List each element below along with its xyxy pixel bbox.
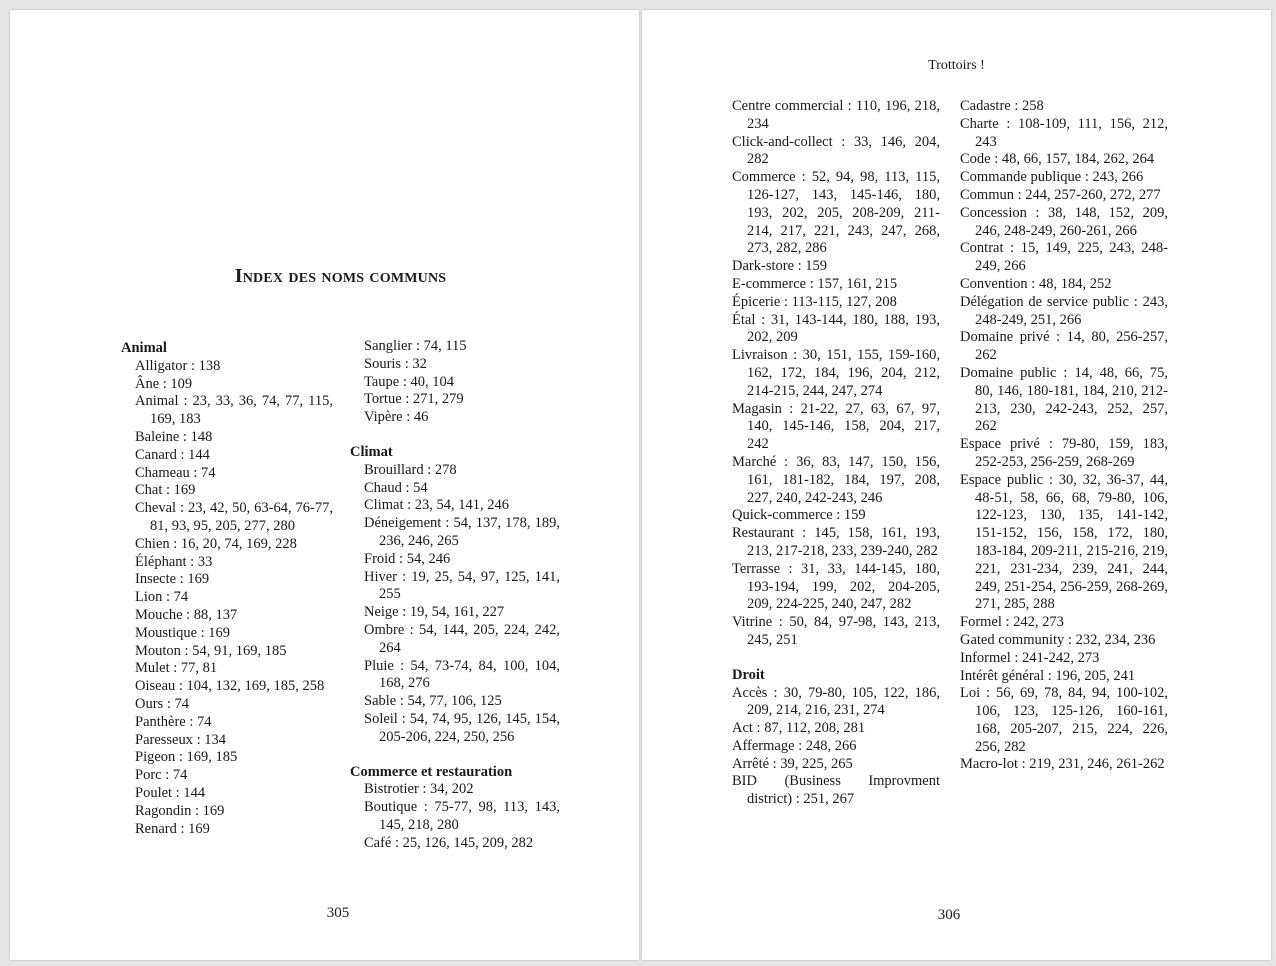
index-entry: Quick-commerce : 159 [732,507,866,524]
index-entry: Terrasse : 31, 33, 144-145, 180, 193-194, 199, 202, 204-205, 209, 224-225, 240, 247, 282 [732,560,940,613]
index-column-right-1 [732,98,940,826]
index-entry: Insecte : 169 [135,571,210,588]
section-heading: Droit [732,666,765,683]
index-entry: E-commerce : 157, 161, 215 [732,275,898,292]
index-entry: Espace public : 30, 32, 36-37, 44, 48-51, 58, 66, 68, 79-80, 106, 122-123, 130, 135, 141-142, 151-152, 156, 158, 172, 180, 183-184, 209-211, 215-216, 219, 221, 231-234, 239, 241, 244, 249, 251-254, 256-259, 268-269, 271, 285, 288 [960,471,1168,613]
index-entry: Mouche : 88, 137 [135,606,238,623]
index-entry: Ragondin : 169 [135,802,225,819]
index-entry: Affermage : 248, 266 [732,737,857,754]
index-entry: Chameau : 74 [135,464,216,481]
index-entry: Act : 87, 112, 208, 281 [732,720,866,737]
index-entry: Convention : 48, 184, 252 [960,275,1112,292]
index-entry: Cadastre : 258 [960,98,1044,114]
index-entry: Domaine privé : 14, 80, 256-257, 262 [960,329,1168,364]
page-number: 305 [326,905,350,921]
index-entry: Éléphant : 33 [135,553,213,570]
index-entry: Charte : 108-109, 111, 156, 212, 243 [960,115,1168,150]
index-entry: Vitrine : 50, 84, 97-98, 143, 213, 245, 251 [732,614,940,648]
index-entry: Arrêté : 39, 225, 265 [732,755,853,772]
index-entry: Sanglier : 74, 115 [364,338,467,354]
index-entry: Ombre : 54, 144, 205, 224, 242, 264 [364,621,560,656]
index-entry: Mouton : 54, 91, 169, 185 [135,642,287,659]
index-entry: Chien : 16, 20, 74, 169, 228 [135,535,297,552]
index-entry: Renard : 169 [135,820,210,837]
index-entry: Déneigement : 54, 137, 178, 189, 236, 246, 265 [364,515,560,549]
index-entry: Poulet : 144 [135,784,206,801]
index-entry: Moustique : 169 [135,624,231,641]
index-entry: Loi : 56, 69, 78, 84, 94, 100-102, 106, 123, 125-126, 160-161, 168, 205-207, 215, 224, 226, 256, 282 [960,685,1168,755]
right-page [642,10,1271,960]
index-entry: Tortue : 271, 279 [364,391,464,408]
index-entry: Climat : 23, 54, 141, 246 [364,497,509,514]
index-entry: Lion : 74 [135,589,189,606]
index-entry: Accès : 30, 79-80, 105, 122, 186, 209, 214, 216, 231, 274 [732,684,940,719]
index-entry: Paresseux : 134 [135,731,227,748]
index-entry: Alligator : 138 [135,357,221,374]
index-entry: Chat : 169 [135,482,196,499]
index-entry: Taupe : 40, 104 [364,373,454,390]
index-entry: Restaurant : 145, 158, 161, 193, 213, 217-218, 233, 239-240, 282 [732,525,940,559]
index-entry: Centre commercial : 110, 196, 218, 234 [732,98,940,132]
index-entry: Baleine : 148 [135,428,213,445]
section-heading: Animal [121,340,167,356]
index-entry: Marché : 36, 83, 147, 150, 156, 161, 181-182, 184, 197, 208, 227, 240, 242-243, 246 [732,453,940,506]
index-entry: Canard : 144 [135,446,210,463]
index-entry: Panthère : 74 [135,713,212,730]
index-entry: Click-and-collect : 33, 146, 204, 282 [732,133,940,168]
index-entry: Dark-store : 159 [732,258,828,275]
index-entry: Chaud : 54 [364,479,428,496]
index-entry: Étal : 31, 143-144, 180, 188, 193, 202, 209 [732,311,940,346]
running-head: Trottoirs ! [928,58,985,73]
index-entry: Espace privé : 79-80, 159, 183, 252-253, 256-259, 268-269 [960,436,1168,470]
index-entry: Macro-lot : 219, 231, 246, 261-262 [960,756,1165,773]
index-entry: BID (Business Improvment district) : 251, 267 [732,773,940,808]
page-title: Index des noms communs [234,265,447,287]
index-entry: Froid : 54, 246 [364,550,451,567]
index-entry: Souris : 32 [364,355,427,372]
index-entry: Café : 25, 126, 145, 209, 282 [364,834,534,851]
left-page [10,10,639,960]
index-entry: Contrat : 15, 149, 225, 243, 248-249, 266 [960,240,1168,275]
index-section [732,667,940,809]
index-entry: Porc : 74 [135,767,188,784]
index-entry: Magasin : 21-22, 27, 63, 67, 97, 140, 145-146, 158, 204, 217, 242 [732,400,940,453]
index-entry: Ours : 74 [135,695,189,712]
index-entry: Délégation de service public : 243, 248-249, 251, 266 [960,293,1168,328]
index-entry: Commerce : 52, 94, 98, 113, 115, 126-127, 143, 145-146, 180, 193, 202, 205, 208-209, 211-214, 217, 221, 243, 247, 268, 273, 282, 286 [732,169,940,257]
index-section [350,444,560,747]
index-entry: Informel : 241-242, 273 [960,649,1100,666]
index-section [350,338,560,427]
index-entry: Gated community : 232, 234, 236 [960,631,1156,648]
index-entry: Commun : 244, 257-260, 272, 277 [960,186,1161,203]
index-entry: Commande publique : 243, 266 [960,169,1144,186]
index-entry: Animal : 23, 33, 36, 74, 77, 115, 169, 183 [135,393,333,428]
index-entry: Livraison : 30, 151, 155, 159-160, 162, 172, 184, 196, 204, 212, 214-215, 244, 247, 274 [732,347,940,399]
index-section [732,98,940,650]
index-entry: Boutique : 75-77, 98, 113, 143, 145, 218, 280 [364,799,560,833]
index-column-right-2 [960,98,1168,791]
section-heading: Commerce et restauration [350,763,513,780]
index-column-left-2 [350,338,560,870]
index-entry: Cheval : 23, 42, 50, 63-64, 76-77, 81, 93, 95, 205, 277, 280 [135,500,333,534]
index-column-left-1 [121,340,333,855]
index-entry: Code : 48, 66, 157, 184, 262, 264 [960,151,1155,168]
index-entry: Soleil : 54, 74, 95, 126, 145, 154, 205-206, 224, 250, 256 [364,710,560,745]
page-number: 306 [937,907,961,923]
index-entry: Vipère : 46 [364,409,429,426]
index-entry: Mulet : 77, 81 [135,660,218,677]
index-section [350,764,560,853]
index-entry: Âne : 109 [135,375,193,392]
index-entry: Formel : 242, 273 [960,614,1064,631]
index-entry: Neige : 19, 54, 161, 227 [364,604,505,621]
index-entry: Brouillard : 278 [364,461,457,478]
index-entry: Hiver : 19, 25, 54, 97, 125, 141, 255 [364,568,560,603]
index-entry: Pluie : 54, 73-74, 84, 100, 104, 168, 276 [364,657,560,692]
index-entry: Domaine public : 14, 48, 66, 75, 80, 146, 180-181, 184, 210, 212-213, 230, 242-243, 252, 257, 262 [960,364,1168,435]
index-section [960,98,1168,774]
index-section [121,340,333,838]
index-entry: Intérêt général : 196, 205, 241 [960,667,1136,684]
index-entry: Épicerie : 113-115, 127, 208 [732,293,897,310]
index-entry: Concession : 38, 148, 152, 209, 246, 248-249, 260-261, 266 [960,204,1168,239]
index-entry: Bistrotier : 34, 202 [364,781,474,798]
index-entry: Pigeon : 169, 185 [135,749,238,766]
index-entry: Oiseau : 104, 132, 169, 185, 258 [135,678,325,695]
index-entry: Sable : 54, 77, 106, 125 [364,693,502,710]
section-heading: Climat [350,443,393,460]
